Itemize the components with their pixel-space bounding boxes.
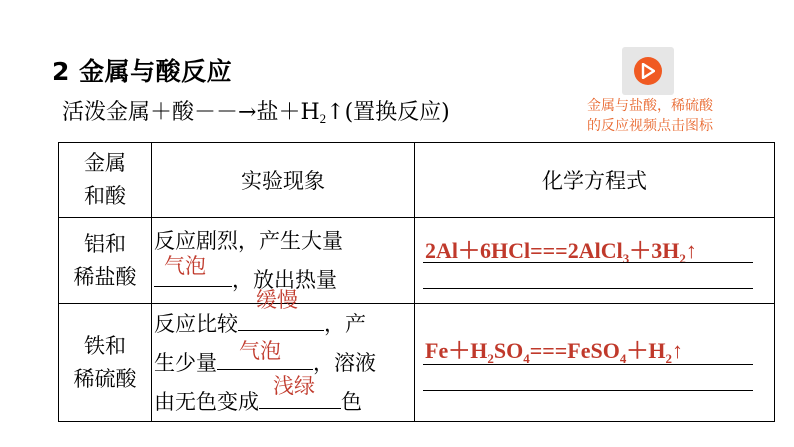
row2-text1: 反应比较 (154, 312, 238, 336)
row1-answer1: 气泡 (164, 253, 206, 278)
row1-text2: ，放出热量 (232, 267, 337, 292)
reaction-arrow: －－→ (194, 100, 257, 125)
row2-blank3 (259, 374, 341, 409)
row2-metal (59, 304, 152, 422)
eq-subscript: 2 (487, 351, 494, 366)
row1-metal (59, 218, 152, 304)
reaction-type-note: (置换反应) (344, 100, 450, 125)
row2-equation-cell (415, 304, 775, 422)
eq-subscript: 2 (679, 251, 686, 266)
header-metal-line2: 和酸 (84, 184, 126, 208)
eq-part: ===FeSO (529, 338, 620, 363)
row2-text2: ，产 (324, 312, 366, 336)
row1-equation-cell (415, 218, 775, 304)
table-row-iron (59, 304, 775, 422)
eq-part: Fe＋H (425, 338, 488, 363)
row2-answer2: 气泡 (239, 339, 281, 363)
row2-answer3: 浅绿 (273, 374, 315, 398)
table-header-row (59, 143, 775, 218)
eq-part: ＋H (626, 338, 666, 363)
header-phenomenon: 实验现象 (152, 143, 415, 218)
row2-answer-line2 (423, 390, 753, 391)
video-hint (560, 96, 740, 136)
row2-answer-line1 (423, 364, 753, 365)
video-hint-line2: 的反应视频点击图标 (587, 118, 713, 134)
row2-equation (425, 334, 683, 367)
eq-subscript: 2 (665, 351, 672, 366)
subscript: 2 (319, 111, 327, 126)
general-equation (62, 95, 450, 127)
play-icon[interactable] (634, 57, 662, 85)
header-metal-line1: 金属 (84, 151, 126, 175)
row1-text1: 反应剧烈，产生大量 (154, 228, 343, 253)
row1-answer-line1 (423, 262, 753, 263)
row2-blank2 (217, 339, 313, 370)
row1-answer-line2 (423, 288, 753, 289)
row1-metal-line1: 铝和 (84, 231, 126, 256)
equation-products: 盐＋H (256, 100, 320, 125)
table-row-aluminum (59, 218, 775, 304)
eq-part: 2Al＋6HCl===2AlCl (425, 238, 623, 263)
row1-blank1 (154, 253, 232, 287)
row2-text5: 由无色变成 (154, 390, 259, 414)
header-equation: 化学方程式 (415, 143, 775, 218)
eq-part: ↑ (685, 238, 697, 263)
row2-phenomenon (152, 288, 415, 422)
video-play-button[interactable] (622, 47, 674, 95)
eq-subscript: 4 (619, 351, 627, 366)
section-heading: 2 金属与酸反应 (52, 57, 233, 86)
row2-blank1 (238, 288, 324, 331)
row2-answer1: 缓慢 (256, 288, 298, 312)
row2-text6: 色 (341, 390, 362, 414)
header-metal-acid (59, 143, 152, 218)
row2-text4: ，溶液 (313, 351, 376, 375)
eq-subscript: 3 (622, 251, 630, 266)
row2-metal-line2: 稀硫酸 (73, 366, 137, 391)
row1-metal-line2: 稀盐酸 (73, 264, 137, 289)
eq-part: ＋3H (629, 238, 680, 263)
reaction-table (58, 142, 775, 422)
row2-text3: 生少量 (154, 351, 217, 375)
video-hint-line1: 金属与盐酸，稀硫酸 (587, 98, 713, 114)
row2-metal-line1: 铁和 (84, 333, 126, 358)
eq-part: SO (493, 338, 524, 363)
eq-subscript: 4 (523, 351, 530, 366)
gas-arrow: ↑ (326, 100, 345, 125)
equation-reactants: 活泼金属＋酸 (62, 100, 195, 125)
eq-part: ↑ (671, 338, 683, 363)
